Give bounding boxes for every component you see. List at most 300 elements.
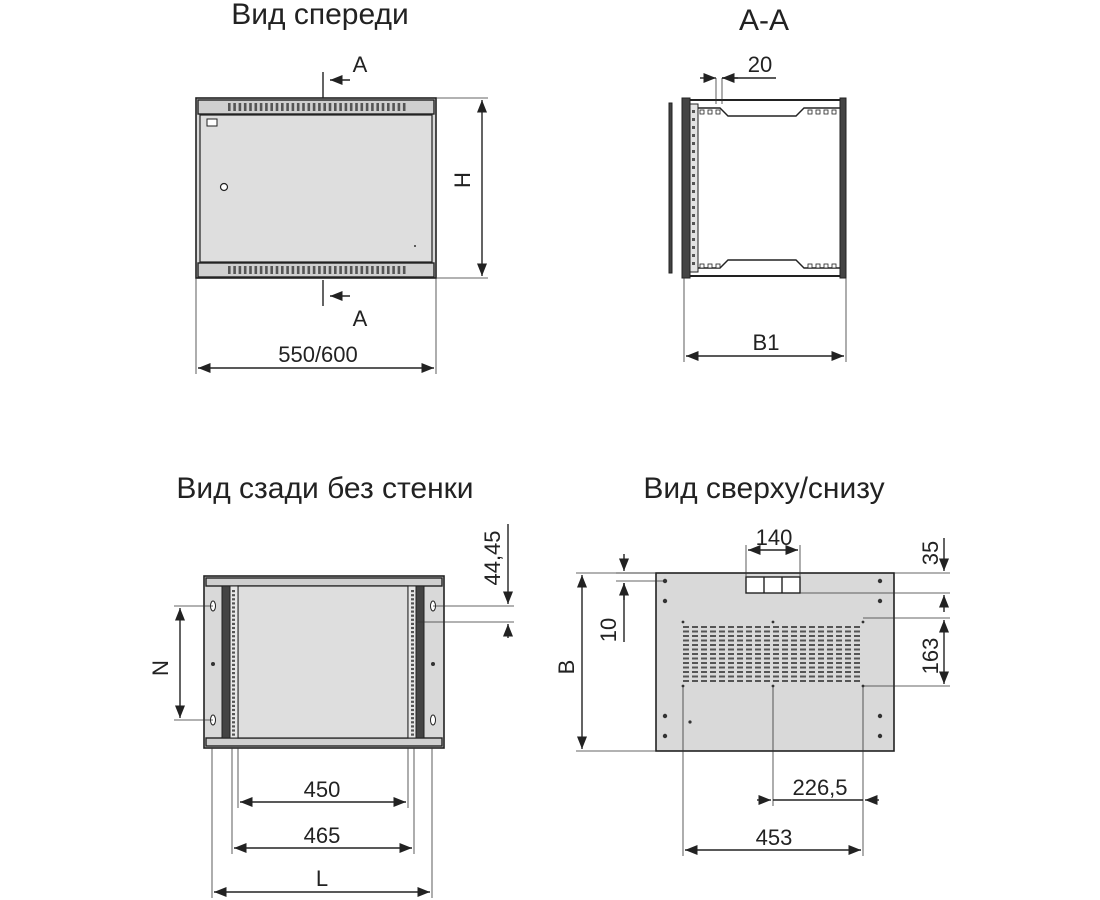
vent-slot: [809, 635, 815, 637]
vent-slot: [737, 676, 743, 678]
vent-slot: [782, 676, 788, 678]
vent-slot: [854, 676, 860, 678]
vent-slot: [737, 635, 743, 637]
vent-slot: [809, 671, 815, 673]
rail-hole: [232, 615, 235, 617]
vent-slot: [836, 676, 842, 678]
vent-slot: [845, 658, 851, 660]
section-mark-bottom: A: [352, 306, 368, 331]
vent-slot: [719, 635, 725, 637]
vent-slot: [318, 266, 321, 274]
vent-slot: [701, 662, 707, 664]
vent-slot: [710, 644, 716, 646]
vent-slot: [746, 662, 752, 664]
vent-slot: [710, 626, 716, 628]
vent-slot: [791, 640, 797, 642]
rail-hole: [411, 602, 414, 604]
mount-hole: [772, 621, 775, 624]
vent-slot: [683, 658, 689, 660]
b1-dimension-label: B1: [752, 330, 780, 355]
vent-slot: [710, 631, 716, 633]
vent-slot: [746, 626, 752, 628]
rail-hole: [232, 713, 235, 715]
rail-hole: [692, 182, 695, 185]
section-front-door: [682, 98, 690, 278]
vent-slot: [746, 667, 752, 669]
top-screw: [663, 714, 667, 718]
rail-hole: [716, 264, 720, 268]
vent-slot: [764, 649, 770, 651]
vent-slot: [728, 671, 734, 673]
vent-slot: [854, 671, 860, 673]
vent-slot: [845, 635, 851, 637]
width-dimension-label: 550/600: [278, 342, 358, 367]
rail-hole: [411, 725, 414, 727]
vent-slot: [270, 266, 273, 274]
vent-slot: [387, 266, 390, 274]
vent-slot: [836, 644, 842, 646]
vent-slot: [692, 640, 698, 642]
vent-slot: [809, 658, 815, 660]
vent-slot: [719, 631, 725, 633]
rail-hole: [232, 672, 235, 674]
vent-slot: [782, 653, 788, 655]
vent-slot: [276, 266, 279, 274]
rail-hole: [411, 684, 414, 686]
vent-slot: [737, 667, 743, 669]
vent-slot: [764, 644, 770, 646]
vent-slot: [302, 103, 305, 111]
vent-slot: [809, 640, 815, 642]
vent-slot: [683, 635, 689, 637]
vent-slot: [818, 644, 824, 646]
vent-slot: [683, 680, 689, 682]
rail-hole: [411, 693, 414, 695]
vent-slot: [854, 626, 860, 628]
vent-slot: [239, 103, 242, 111]
vent-slot: [297, 103, 300, 111]
vent-slot: [345, 266, 348, 274]
vent-slot: [854, 667, 860, 669]
vent-slot: [323, 266, 326, 274]
vent-slot: [827, 631, 833, 633]
rear-view: [148, 472, 514, 898]
section-outline: [684, 100, 844, 276]
vent-slot: [255, 103, 258, 111]
vent-slot: [782, 667, 788, 669]
rail-hole: [808, 264, 812, 268]
vent-slot: [791, 662, 797, 664]
vent-slot: [800, 649, 806, 651]
vent-slot: [764, 635, 770, 637]
rail-hole: [232, 697, 235, 699]
rail-hole: [411, 660, 414, 662]
rail-hole: [411, 656, 414, 658]
rail-hole: [700, 264, 704, 268]
vent-slot: [845, 640, 851, 642]
vent-slot: [692, 644, 698, 646]
vent-slot: [746, 658, 752, 660]
d465-dimension-label: 465: [303, 823, 341, 848]
vent-slot: [313, 266, 316, 274]
rail-hole: [708, 264, 712, 268]
vent-slot: [755, 644, 761, 646]
vent-slot: [728, 667, 734, 669]
vent-slot: [782, 680, 788, 682]
vent-slot: [382, 266, 385, 274]
b-dimension-label: B: [554, 659, 579, 675]
vent-slot: [791, 671, 797, 673]
vent-slot: [398, 103, 401, 111]
rail-hole: [411, 668, 414, 670]
vent-slot: [764, 658, 770, 660]
vent-slot: [371, 266, 374, 274]
label-plate: [207, 119, 217, 126]
rail-hole: [232, 598, 235, 600]
vent-slot: [755, 635, 761, 637]
vent-slot: [800, 626, 806, 628]
rail-hole: [411, 676, 414, 678]
vent-slot: [737, 640, 743, 642]
vent-slot: [260, 266, 263, 274]
vent-slot: [845, 631, 851, 633]
vent-slot: [701, 658, 707, 660]
vent-slot: [728, 658, 734, 660]
vent-slot: [701, 649, 707, 651]
vent-slot: [800, 667, 806, 669]
vent-slot: [782, 631, 788, 633]
vent-slot: [845, 649, 851, 651]
rail-hole: [232, 639, 235, 641]
vent-slot: [764, 680, 770, 682]
rail-hole: [816, 110, 820, 114]
rail-hole: [411, 664, 414, 666]
rail-hole: [411, 615, 414, 617]
vent-slot: [800, 662, 806, 664]
vent-slot: [845, 676, 851, 678]
vent-slot: [719, 667, 725, 669]
vent-slot: [260, 103, 263, 111]
vent-slot: [710, 635, 716, 637]
vent-slot: [854, 631, 860, 633]
rail-hole: [232, 606, 235, 608]
vent-slot: [719, 626, 725, 628]
d35-dimension-label: 35: [918, 540, 943, 566]
vent-slot: [737, 662, 743, 664]
vent-slot: [701, 631, 707, 633]
vent-slot: [701, 635, 707, 637]
vent-slot: [827, 626, 833, 628]
rear-view-title: Вид сзади без стенки: [176, 472, 474, 505]
vent-slot: [329, 266, 332, 274]
vent-slot: [809, 649, 815, 651]
rail-hole: [411, 635, 414, 637]
vent-slot: [270, 103, 273, 111]
vent-slot: [791, 631, 797, 633]
top-screw: [878, 714, 882, 718]
vent-slot: [755, 667, 761, 669]
rail-hole: [232, 656, 235, 658]
vent-slot: [854, 640, 860, 642]
section-rear-wall: [840, 98, 846, 278]
vent-slot: [692, 649, 698, 651]
vent-slot: [376, 266, 379, 274]
vent-slot: [265, 103, 268, 111]
rail-hole: [692, 214, 695, 217]
vent-slot: [403, 103, 406, 111]
vent-slot: [683, 640, 689, 642]
vent-slot: [737, 649, 743, 651]
d10-dimension-label: 10: [596, 617, 621, 643]
vent-slot: [228, 266, 231, 274]
vent-slot: [818, 635, 824, 637]
vent-slot: [683, 667, 689, 669]
rail-hole: [232, 631, 235, 633]
vent-slot: [773, 662, 779, 664]
vent-slot: [836, 640, 842, 642]
vent-slot: [836, 667, 842, 669]
top-screw: [688, 720, 691, 723]
vent-slot: [791, 626, 797, 628]
vent-slot: [692, 658, 698, 660]
vent-slot: [764, 667, 770, 669]
rail-hole: [692, 262, 695, 265]
vent-slot: [308, 266, 311, 274]
rail-hole: [411, 611, 414, 613]
vent-slot: [286, 266, 289, 274]
l-dimension-label: L: [315, 866, 329, 891]
rail-hole: [232, 721, 235, 723]
vent-slot: [809, 680, 815, 682]
vent-slot: [800, 671, 806, 673]
vent-slot: [773, 626, 779, 628]
vent-slot: [276, 103, 279, 111]
vent-slot: [809, 626, 815, 628]
vent-slot: [800, 631, 806, 633]
vent-slot: [782, 658, 788, 660]
top-screw: [663, 734, 667, 738]
vent-slot: [249, 266, 252, 274]
vent-slot: [392, 103, 395, 111]
vent-slot: [683, 653, 689, 655]
rail-hole: [232, 594, 235, 596]
vent-slot: [755, 680, 761, 682]
vent-slot: [791, 658, 797, 660]
rail-hole: [411, 701, 414, 703]
front-view-title: Вид спереди: [231, 0, 409, 31]
vent-slot: [318, 103, 321, 111]
top-view: [554, 472, 950, 856]
vent-slot: [791, 649, 797, 651]
vent-slot: [228, 103, 231, 111]
vent-slot: [818, 680, 824, 682]
vent-slot: [755, 658, 761, 660]
vent-slot: [773, 667, 779, 669]
rail-hole: [411, 594, 414, 596]
vent-slot: [710, 653, 716, 655]
vent-slot: [836, 680, 842, 682]
vent-slot: [701, 644, 707, 646]
vent-slot: [692, 626, 698, 628]
vent-slot: [827, 662, 833, 664]
vent-slot: [329, 103, 332, 111]
vent-slot: [339, 103, 342, 111]
vent-slot: [764, 640, 770, 642]
vent-slot: [361, 103, 364, 111]
vent-slot: [737, 653, 743, 655]
mount-hole: [682, 621, 685, 624]
vent-slot: [710, 676, 716, 678]
top-view-title: Вид сверху/снизу: [643, 472, 885, 505]
vent-slot: [308, 103, 311, 111]
vent-slot: [809, 644, 815, 646]
vent-slot: [755, 662, 761, 664]
rail-hole: [232, 643, 235, 645]
rail-hole: [411, 643, 414, 645]
rail-hole: [411, 734, 414, 736]
vent-slot: [845, 667, 851, 669]
rail-hole: [700, 110, 704, 114]
rail-hole: [832, 264, 836, 268]
d453-dimension-label: 453: [755, 825, 793, 850]
vent-slot: [827, 635, 833, 637]
rail-hole: [692, 198, 695, 201]
vent-slot: [746, 640, 752, 642]
vent-slot: [854, 644, 860, 646]
vent-slot: [323, 103, 326, 111]
rail-hole: [808, 110, 812, 114]
vent-slot: [791, 667, 797, 669]
rail-hole: [411, 631, 414, 633]
vent-slot: [683, 676, 689, 678]
vent-slot: [692, 635, 698, 637]
vent-slot: [845, 653, 851, 655]
vent-slot: [728, 635, 734, 637]
rail-hole: [232, 693, 235, 695]
vent-slot: [281, 103, 284, 111]
vent-slot: [854, 653, 860, 655]
vent-slot: [854, 649, 860, 651]
vent-slot: [371, 103, 374, 111]
vent-slot: [854, 635, 860, 637]
section-view-title: A-A: [738, 4, 790, 37]
vent-slot: [701, 671, 707, 673]
vent-slot: [701, 640, 707, 642]
vent-slot: [683, 644, 689, 646]
vent-slot: [710, 649, 716, 651]
vent-slot: [746, 671, 752, 673]
vent-slot: [809, 667, 815, 669]
vent-slot: [827, 649, 833, 651]
vent-slot: [683, 626, 689, 628]
section-view: [669, 4, 846, 362]
vent-slot: [836, 653, 842, 655]
vent-slot: [827, 676, 833, 678]
rail-hole: [692, 238, 695, 241]
vent-slot: [339, 266, 342, 274]
d140-dimension-label: 140: [755, 525, 793, 550]
rail-hole: [232, 611, 235, 613]
vent-slot: [854, 680, 860, 682]
vent-slot: [297, 266, 300, 274]
vent-slot: [809, 631, 815, 633]
rail-hole: [411, 713, 414, 715]
vent-slot: [773, 671, 779, 673]
rail-hole: [816, 264, 820, 268]
rail-hole: [411, 627, 414, 629]
rail-hole: [232, 717, 235, 719]
vent-slot: [845, 671, 851, 673]
vent-slot: [728, 649, 734, 651]
rear-left-post: [222, 586, 230, 738]
rear-bottom-frame: [206, 738, 442, 746]
rail-hole: [692, 150, 695, 153]
vent-slot: [782, 649, 788, 651]
vent-slot: [710, 640, 716, 642]
vent-slot: [746, 676, 752, 678]
vent-slot: [403, 266, 406, 274]
vent-slot: [764, 676, 770, 678]
vent-slot: [302, 266, 305, 274]
vent-slot: [773, 649, 779, 651]
mount-hole: [862, 621, 865, 624]
mount-hole-right-bottom: [431, 715, 436, 725]
rail-hole: [411, 721, 414, 723]
rail-hole: [692, 222, 695, 225]
vent-slot: [764, 626, 770, 628]
vent-slot: [737, 680, 743, 682]
lock-icon: [221, 184, 228, 191]
rail-hole: [232, 705, 235, 707]
vent-slot: [827, 667, 833, 669]
vent-slot: [334, 266, 337, 274]
rail-hole: [232, 664, 235, 666]
vent-slot: [845, 626, 851, 628]
vent-slot: [791, 680, 797, 682]
vent-slot: [818, 640, 824, 642]
vent-slot: [292, 103, 295, 111]
rail-hole: [692, 126, 695, 129]
vent-slot: [755, 653, 761, 655]
vent-slot: [800, 680, 806, 682]
vent-slot: [286, 103, 289, 111]
vent-slot: [392, 266, 395, 274]
vent-slot: [782, 626, 788, 628]
vent-slot: [773, 658, 779, 660]
vent-slot: [265, 266, 268, 274]
top-screw: [878, 599, 882, 603]
d2265-dimension-label: 226,5: [792, 775, 848, 800]
vent-slot: [782, 640, 788, 642]
rail-hole: [692, 142, 695, 145]
vent-slot: [836, 649, 842, 651]
vent-slot: [701, 667, 707, 669]
vent-slot: [791, 676, 797, 678]
vent-slot: [809, 676, 815, 678]
front-view: [196, 0, 488, 374]
vent-slot: [764, 662, 770, 664]
front-door: [200, 115, 432, 262]
rail-hole: [232, 729, 235, 731]
rail-hole: [411, 590, 414, 592]
vent-slot: [782, 635, 788, 637]
rail-hole: [692, 174, 695, 177]
vent-slot: [719, 649, 725, 651]
rail-hole: [411, 652, 414, 654]
vent-slot: [782, 644, 788, 646]
vent-slot: [692, 631, 698, 633]
rail-hole: [411, 729, 414, 731]
